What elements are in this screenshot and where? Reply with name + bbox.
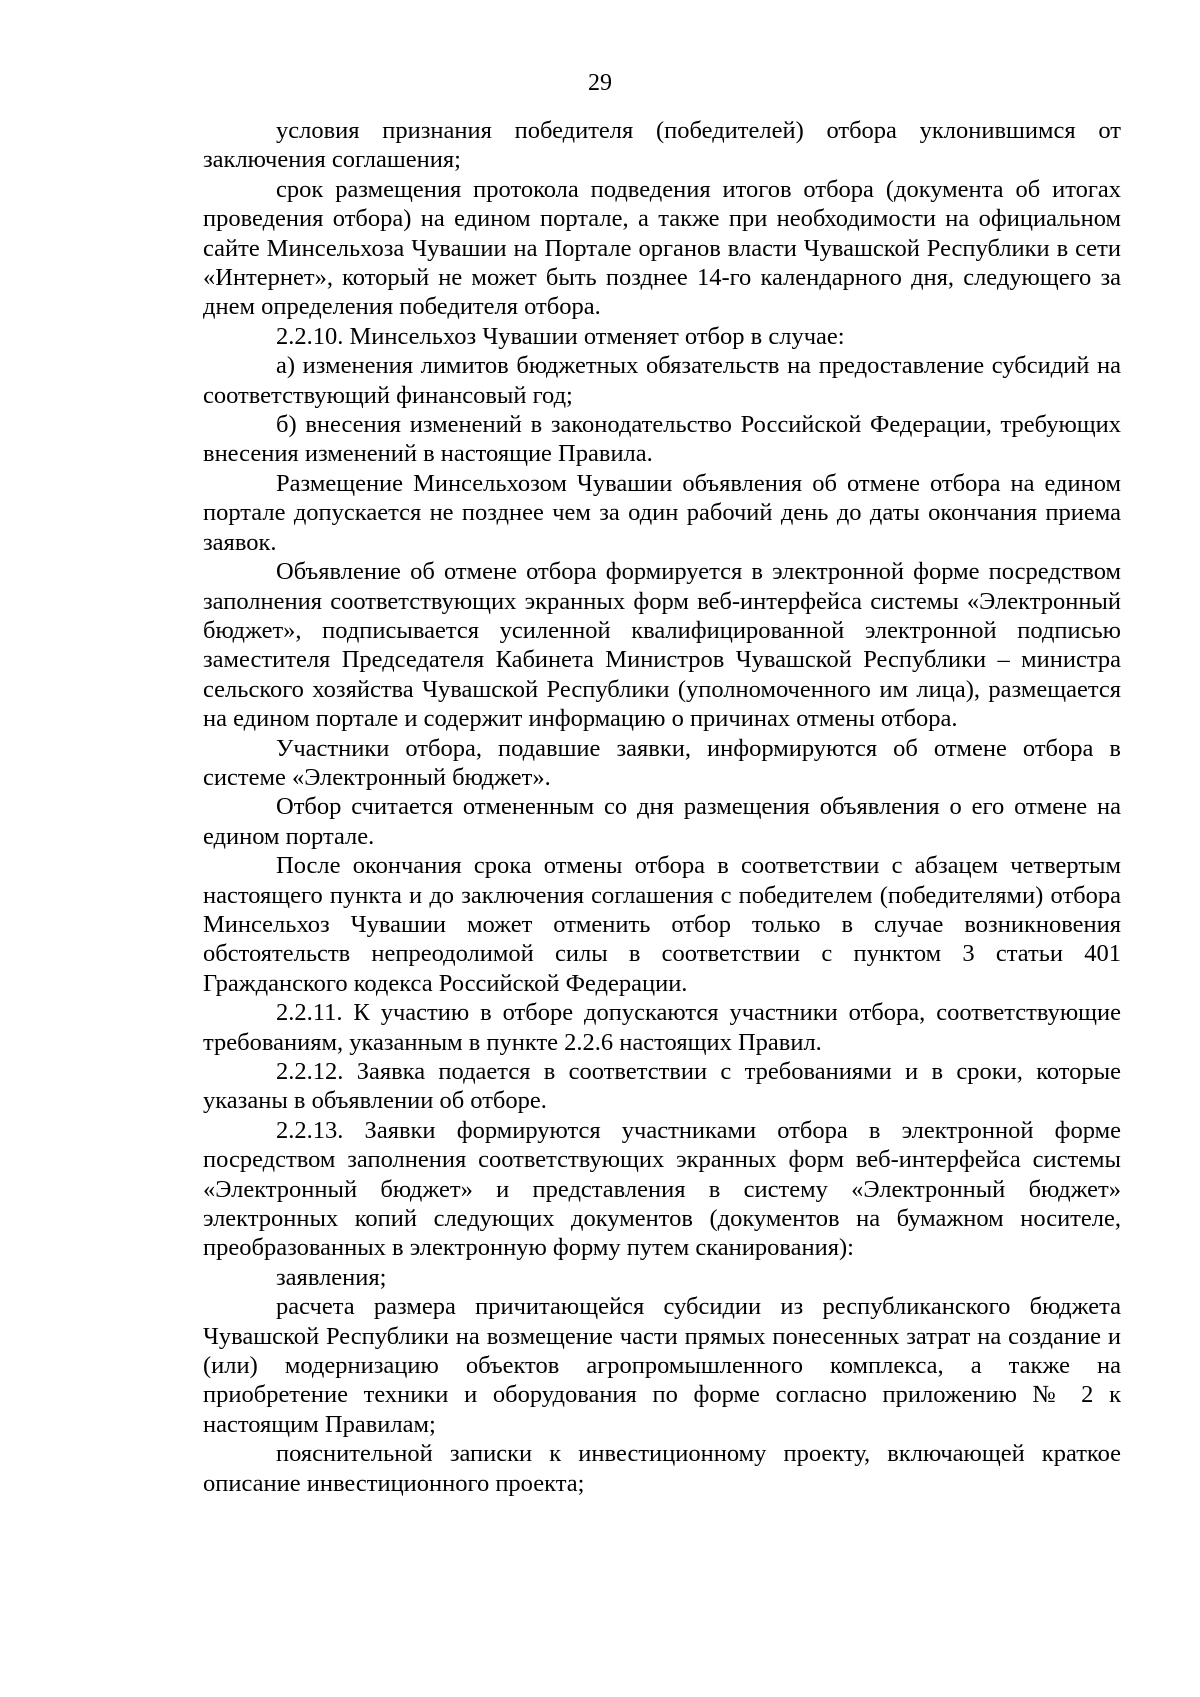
paragraph: срок размещения протокола подведения итогов отбора (документа об итогах проведения отбора) на едином портале, а также при необходимости на официальном сайте Минсельхоза Чувашии на Портале органов власти Чувашской Республики в сети «Интернет», который не может быть позднее 14-го календарного дня, следующего за днем определения победителя отбора. bbox=[203, 175, 1121, 321]
paragraph: б) внесения изменений в законодательство Российской Федерации, требующих внесения изменений в настоящие Правила. bbox=[203, 411, 1121, 468]
paragraph: Отбор считается отмененным со дня размещения объявления о его отмене на едином портале. bbox=[203, 793, 1121, 850]
paragraph: 2.2.11. К участию в отборе допускаются участники отбора, соответствующие требованиям, указанным в пункте 2.2.6 настоящих Правил. bbox=[203, 999, 1121, 1056]
page-number: 29 bbox=[588, 70, 612, 96]
paragraph: 2.2.12. Заявка подается в соответствии с требованиями и в сроки, которые указаны в объявлении об отборе. bbox=[203, 1058, 1121, 1115]
paragraph: условия признания победителя (победителей) отбора уклонившимся от заключения соглашения; bbox=[203, 117, 1121, 174]
paragraph: Объявление об отмене отбора формируется в электронной форме посредством заполнения соответствующих экранных форм веб-интерфейса системы «Электронный бюджет», подписывается усиленной квалифицированной электронной подписью заместителя Председателя Кабинета Министров Чувашской Республики – министра сельского хозяйства Чувашской Республики (уполномоченного им лица), размещается на едином портале и содержит информацию о причинах отмены отбора. bbox=[203, 558, 1121, 733]
paragraph: пояснительной записки к инвестиционному проекту, включающей краткое описание инвестиционного проекта; bbox=[203, 1440, 1121, 1497]
paragraph: Участники отбора, подавшие заявки, информируются об отмене отбора в системе «Электронный бюджет». bbox=[203, 734, 1121, 791]
paragraph: Размещение Минсельхозом Чувашии объявления об отмене отбора на едином портале допускается не позднее чем за один рабочий день до даты окончания приема заявок. bbox=[203, 469, 1121, 556]
paragraph: 2.2.10. Минсельхоз Чувашии отменяет отбор в случае: bbox=[276, 322, 845, 350]
paragraph: а) изменения лимитов бюджетных обязательств на предоставление субсидий на соответствующий финансовый год; bbox=[203, 352, 1121, 409]
paragraph: заявления; bbox=[276, 1263, 387, 1291]
paragraph: 2.2.13. Заявки формируются участниками отбора в электронной форме посредством заполнения соответствующих экранных форм веб-интерфейса системы «Электронный бюджет» и представления в систему «Электронный бюджет» электронных копий следующих документов (документов на бумажном носителе, преобразованных в электронную форму путем сканирования): bbox=[203, 1116, 1121, 1262]
document-body bbox=[203, 116, 1121, 1498]
paragraph: расчета размера причитающейся субсидии из республиканского бюджета Чувашской Республики на возмещение части прямых понесенных затрат на создание и (или) модернизацию объектов агропромышленного комплекса, а также на приобретение техники и оборудования по форме согласно приложению № 2 к настоящим Правилам; bbox=[203, 1293, 1121, 1438]
paragraph: После окончания срока отмены отбора в соответствии с абзацем четвертым настоящего пункта и до заключения соглашения с победителем (победителями) отбора Минсельхоз Чувашии может отменить отбор только в случае возникновения обстоятельств непреодолимой силы в соответствии с пунктом 3 статьи 401 Гражданского кодекса Российской Федерации. bbox=[203, 852, 1121, 997]
